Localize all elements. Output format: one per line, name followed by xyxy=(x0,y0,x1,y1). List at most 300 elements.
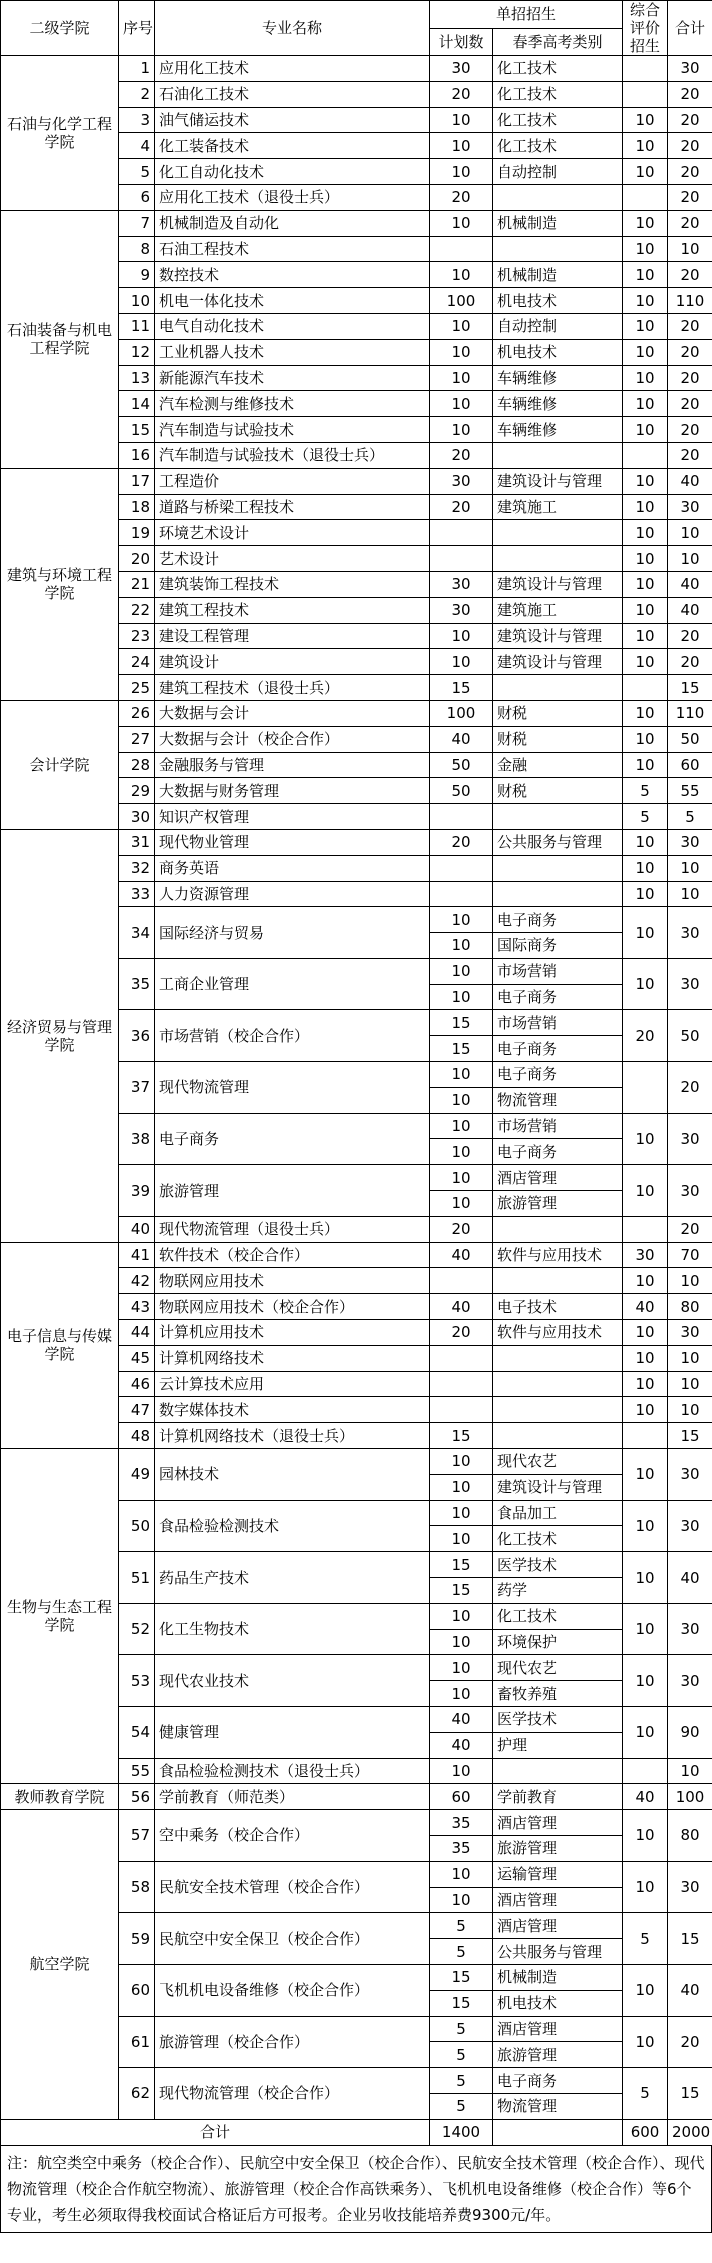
plan-count: 10 xyxy=(430,623,493,649)
exam-category: 金融 xyxy=(493,752,623,778)
major-number: 38 xyxy=(119,1113,155,1165)
plan-count: 10 xyxy=(430,1500,493,1526)
major-name: 应用化工技术（退役士兵） xyxy=(155,184,430,210)
major-number: 48 xyxy=(119,1423,155,1449)
exam-category: 化工技术 xyxy=(493,81,623,107)
major-number: 7 xyxy=(119,210,155,236)
major-name: 建筑工程技术 xyxy=(155,597,430,623)
exam-category: 化工技术 xyxy=(493,107,623,133)
major-number: 49 xyxy=(119,1449,155,1501)
major-number: 10 xyxy=(119,288,155,314)
major-number: 44 xyxy=(119,1320,155,1346)
comprehensive-count: 5 xyxy=(623,778,668,804)
comprehensive-count: 10 xyxy=(623,417,668,443)
plan-count: 15 xyxy=(430,1036,493,1062)
table-header xyxy=(1,1,712,56)
plan-count: 10 xyxy=(430,933,493,959)
exam-category: 机电技术 xyxy=(493,339,623,365)
row-total: 20 xyxy=(668,313,712,339)
plan-count: 20 xyxy=(430,829,493,855)
plan-count: 10 xyxy=(430,1087,493,1113)
exam-category xyxy=(493,804,623,830)
row-total: 20 xyxy=(668,1216,712,1242)
row-total: 10 xyxy=(668,236,712,262)
major-number: 23 xyxy=(119,623,155,649)
major-number: 19 xyxy=(119,520,155,546)
plan-count: 10 xyxy=(430,1655,493,1681)
plan-count: 10 xyxy=(430,1474,493,1500)
plan-count: 50 xyxy=(430,752,493,778)
comprehensive-count: 10 xyxy=(623,1655,668,1707)
exam-category: 电子商务 xyxy=(493,2068,623,2094)
plan-count xyxy=(430,881,493,907)
row-total: 80 xyxy=(668,1294,712,1320)
exam-category: 酒店管理 xyxy=(493,1810,623,1836)
plan-count: 10 xyxy=(430,1603,493,1629)
exam-category: 现代农艺 xyxy=(493,1655,623,1681)
total-plan: 1400 xyxy=(430,2119,493,2145)
college-name: 航空学院 xyxy=(1,1810,119,2120)
exam-category: 环境保护 xyxy=(493,1629,623,1655)
major-number: 16 xyxy=(119,442,155,468)
plan-count xyxy=(430,855,493,881)
exam-category: 建筑施工 xyxy=(493,494,623,520)
major-name: 旅游管理（校企合作） xyxy=(155,2016,430,2068)
exam-category: 酒店管理 xyxy=(493,1887,623,1913)
major-name: 云计算技术应用 xyxy=(155,1371,430,1397)
comprehensive-count: 10 xyxy=(623,520,668,546)
major-name: 旅游管理 xyxy=(155,1165,430,1217)
exam-category xyxy=(493,675,623,701)
major-name: 计算机应用技术 xyxy=(155,1320,430,1346)
comprehensive-count: 10 xyxy=(623,1371,668,1397)
major-number: 50 xyxy=(119,1500,155,1552)
exam-category: 食品加工 xyxy=(493,1500,623,1526)
row-total: 80 xyxy=(668,1810,712,1862)
row-total: 20 xyxy=(668,417,712,443)
row-total: 70 xyxy=(668,1242,712,1268)
major-name: 人力资源管理 xyxy=(155,881,430,907)
major-number: 11 xyxy=(119,313,155,339)
major-name: 环境艺术设计 xyxy=(155,520,430,546)
major-number: 22 xyxy=(119,597,155,623)
row-total: 10 xyxy=(668,520,712,546)
exam-category: 物流管理 xyxy=(493,1087,623,1113)
comprehensive-count: 5 xyxy=(623,1913,668,1965)
major-number: 13 xyxy=(119,365,155,391)
major-name: 商务英语 xyxy=(155,855,430,881)
comprehensive-count xyxy=(623,1423,668,1449)
major-name: 汽车制造与试验技术 xyxy=(155,417,430,443)
major-name: 汽车制造与试验技术（退役士兵） xyxy=(155,442,430,468)
exam-category: 化工技术 xyxy=(493,1526,623,1552)
comprehensive-count: 10 xyxy=(623,236,668,262)
major-name: 大数据与财务管理 xyxy=(155,778,430,804)
major-number: 5 xyxy=(119,159,155,185)
row-total: 30 xyxy=(668,958,712,1010)
row-total: 40 xyxy=(668,1964,712,2016)
comprehensive-count: 10 xyxy=(623,2016,668,2068)
exam-category: 公共服务与管理 xyxy=(493,1939,623,1965)
row-total: 30 xyxy=(668,1500,712,1552)
major-name: 软件技术（校企合作） xyxy=(155,1242,430,1268)
plan-count xyxy=(430,236,493,262)
major-name: 石油工程技术 xyxy=(155,236,430,262)
exam-category: 车辆维修 xyxy=(493,417,623,443)
table-row xyxy=(1,56,712,82)
major-number: 36 xyxy=(119,1010,155,1062)
exam-category: 酒店管理 xyxy=(493,1913,623,1939)
major-number: 28 xyxy=(119,752,155,778)
total-category xyxy=(493,2119,623,2145)
header-total: 合计 xyxy=(668,1,712,56)
exam-category xyxy=(493,855,623,881)
comprehensive-count: 10 xyxy=(623,365,668,391)
major-number: 26 xyxy=(119,700,155,726)
exam-category: 电子商务 xyxy=(493,1062,623,1088)
plan-count: 10 xyxy=(430,313,493,339)
plan-count: 10 xyxy=(430,1758,493,1784)
comprehensive-count: 10 xyxy=(623,829,668,855)
comprehensive-count: 10 xyxy=(623,726,668,752)
plan-count: 10 xyxy=(430,1449,493,1475)
plan-count: 10 xyxy=(430,210,493,236)
major-name: 民航空中安全保卫（校企合作） xyxy=(155,1913,430,1965)
plan-count: 10 xyxy=(430,907,493,933)
major-name: 化工装备技术 xyxy=(155,133,430,159)
college-name: 建筑与环境工程学院 xyxy=(1,468,119,700)
major-name: 食品检验检测技术（退役士兵） xyxy=(155,1758,430,1784)
major-name: 现代物流管理 xyxy=(155,1062,430,1114)
exam-category: 国际商务 xyxy=(493,933,623,959)
comprehensive-count xyxy=(623,1758,668,1784)
exam-category xyxy=(493,184,623,210)
major-number: 61 xyxy=(119,2016,155,2068)
total-row xyxy=(1,2119,712,2145)
plan-count: 20 xyxy=(430,442,493,468)
major-number: 56 xyxy=(119,1784,155,1810)
exam-category: 化工技术 xyxy=(493,133,623,159)
plan-count: 10 xyxy=(430,339,493,365)
row-total: 5 xyxy=(668,804,712,830)
row-total: 20 xyxy=(668,210,712,236)
major-name: 工业机器人技术 xyxy=(155,339,430,365)
major-number: 57 xyxy=(119,1810,155,1862)
row-total: 20 xyxy=(668,442,712,468)
comprehensive-count: 10 xyxy=(623,339,668,365)
major-number: 60 xyxy=(119,1964,155,2016)
plan-count: 15 xyxy=(430,1964,493,1990)
exam-category: 护理 xyxy=(493,1732,623,1758)
comprehensive-count: 10 xyxy=(623,597,668,623)
comprehensive-count: 10 xyxy=(623,210,668,236)
exam-category: 物流管理 xyxy=(493,2093,623,2119)
row-total: 20 xyxy=(668,81,712,107)
comprehensive-count: 20 xyxy=(623,1010,668,1062)
exam-category: 旅游管理 xyxy=(493,2042,623,2068)
major-number: 8 xyxy=(119,236,155,262)
comprehensive-count: 10 xyxy=(623,159,668,185)
table-row xyxy=(1,829,712,855)
major-number: 4 xyxy=(119,133,155,159)
major-number: 24 xyxy=(119,649,155,675)
major-name: 市场营销（校企合作） xyxy=(155,1010,430,1062)
exam-category: 化工技术 xyxy=(493,56,623,82)
exam-category: 机电技术 xyxy=(493,1990,623,2016)
plan-count: 30 xyxy=(430,56,493,82)
major-number: 39 xyxy=(119,1165,155,1217)
plan-count: 10 xyxy=(430,1062,493,1088)
plan-count: 10 xyxy=(430,1681,493,1707)
major-number: 1 xyxy=(119,56,155,82)
major-name: 道路与桥梁工程技术 xyxy=(155,494,430,520)
exam-category: 建筑设计与管理 xyxy=(493,649,623,675)
college-name: 会计学院 xyxy=(1,700,119,829)
comprehensive-count: 10 xyxy=(623,881,668,907)
exam-category: 软件与应用技术 xyxy=(493,1320,623,1346)
row-total: 30 xyxy=(668,907,712,959)
header-single: 单招招生 xyxy=(430,1,623,29)
exam-category: 电子商务 xyxy=(493,907,623,933)
row-total: 10 xyxy=(668,881,712,907)
exam-category xyxy=(493,546,623,572)
comprehensive-count: 40 xyxy=(623,1784,668,1810)
major-number: 46 xyxy=(119,1371,155,1397)
major-number: 42 xyxy=(119,1268,155,1294)
plan-count xyxy=(430,1371,493,1397)
major-name: 工程造价 xyxy=(155,468,430,494)
exam-category: 机械制造 xyxy=(493,210,623,236)
comprehensive-count xyxy=(623,675,668,701)
comprehensive-count: 10 xyxy=(623,546,668,572)
major-number: 55 xyxy=(119,1758,155,1784)
major-name: 金融服务与管理 xyxy=(155,752,430,778)
row-total: 10 xyxy=(668,1345,712,1371)
major-number: 41 xyxy=(119,1242,155,1268)
plan-count: 10 xyxy=(430,1191,493,1217)
plan-count: 20 xyxy=(430,1216,493,1242)
exam-category: 酒店管理 xyxy=(493,1165,623,1191)
college-name: 经济贸易与管理学院 xyxy=(1,829,119,1242)
major-name: 现代农业技术 xyxy=(155,1655,430,1707)
major-number: 58 xyxy=(119,1861,155,1913)
plan-count: 5 xyxy=(430,2042,493,2068)
major-number: 2 xyxy=(119,81,155,107)
row-total: 20 xyxy=(668,184,712,210)
comprehensive-count: 10 xyxy=(623,1268,668,1294)
exam-category xyxy=(493,442,623,468)
major-number: 40 xyxy=(119,1216,155,1242)
college-name: 生物与生态工程学院 xyxy=(1,1449,119,1784)
row-total: 20 xyxy=(668,133,712,159)
plan-count: 50 xyxy=(430,778,493,804)
major-name: 汽车检测与维修技术 xyxy=(155,391,430,417)
row-total: 30 xyxy=(668,1449,712,1501)
comprehensive-count: 10 xyxy=(623,1320,668,1346)
major-name: 计算机网络技术 xyxy=(155,1345,430,1371)
comprehensive-count: 10 xyxy=(623,1810,668,1862)
major-name: 物联网应用技术（校企合作） xyxy=(155,1294,430,1320)
plan-count: 10 xyxy=(430,1165,493,1191)
table-row xyxy=(1,468,712,494)
major-number: 37 xyxy=(119,1062,155,1114)
major-number: 27 xyxy=(119,726,155,752)
plan-count: 30 xyxy=(430,597,493,623)
exam-category: 建筑设计与管理 xyxy=(493,1474,623,1500)
comprehensive-count: 10 xyxy=(623,313,668,339)
exam-category: 学前教育 xyxy=(493,1784,623,1810)
plan-count: 30 xyxy=(430,571,493,597)
comprehensive-count: 10 xyxy=(623,649,668,675)
row-total: 20 xyxy=(668,649,712,675)
table-body xyxy=(1,56,712,2120)
major-name: 化工自动化技术 xyxy=(155,159,430,185)
major-name: 机械制造及自动化 xyxy=(155,210,430,236)
exam-category: 电子技术 xyxy=(493,1294,623,1320)
plan-count: 5 xyxy=(430,2093,493,2119)
comprehensive-count: 10 xyxy=(623,468,668,494)
exam-category xyxy=(493,1423,623,1449)
major-number: 35 xyxy=(119,958,155,1010)
major-number: 47 xyxy=(119,1397,155,1423)
header-no: 序号 xyxy=(119,1,155,56)
plan-count: 40 xyxy=(430,726,493,752)
table-row xyxy=(1,210,712,236)
exam-category: 电子商务 xyxy=(493,1036,623,1062)
comprehensive-count xyxy=(623,81,668,107)
exam-category xyxy=(493,1216,623,1242)
plan-count: 20 xyxy=(430,184,493,210)
major-name: 健康管理 xyxy=(155,1707,430,1759)
exam-category: 自动控制 xyxy=(493,313,623,339)
row-total: 10 xyxy=(668,855,712,881)
row-total: 30 xyxy=(668,1861,712,1913)
major-name: 大数据与会计（校企合作） xyxy=(155,726,430,752)
exam-category: 市场营销 xyxy=(493,1010,623,1036)
plan-count: 10 xyxy=(430,262,493,288)
major-name: 电气自动化技术 xyxy=(155,313,430,339)
comprehensive-count: 10 xyxy=(623,1397,668,1423)
plan-count xyxy=(430,804,493,830)
plan-count: 10 xyxy=(430,958,493,984)
exam-category: 酒店管理 xyxy=(493,2016,623,2042)
plan-count: 35 xyxy=(430,1835,493,1861)
exam-category: 建筑施工 xyxy=(493,597,623,623)
table-row xyxy=(1,1810,712,1836)
exam-category: 现代农艺 xyxy=(493,1449,623,1475)
major-name: 空中乘务（校企合作） xyxy=(155,1810,430,1862)
major-number: 54 xyxy=(119,1707,155,1759)
major-number: 30 xyxy=(119,804,155,830)
plan-count xyxy=(430,1345,493,1371)
major-number: 52 xyxy=(119,1603,155,1655)
exam-category: 畜牧养殖 xyxy=(493,1681,623,1707)
row-total: 10 xyxy=(668,1397,712,1423)
row-total: 20 xyxy=(668,391,712,417)
exam-category: 建筑设计与管理 xyxy=(493,468,623,494)
comprehensive-count: 10 xyxy=(623,107,668,133)
row-total: 20 xyxy=(668,107,712,133)
comprehensive-count xyxy=(623,442,668,468)
comprehensive-count: 10 xyxy=(623,262,668,288)
exam-category: 电子商务 xyxy=(493,1139,623,1165)
row-total: 15 xyxy=(668,675,712,701)
major-name: 建筑设计 xyxy=(155,649,430,675)
plan-count: 10 xyxy=(430,984,493,1010)
plan-count: 40 xyxy=(430,1294,493,1320)
plan-count: 100 xyxy=(430,288,493,314)
row-total: 60 xyxy=(668,752,712,778)
row-total: 30 xyxy=(668,1113,712,1165)
plan-count: 20 xyxy=(430,81,493,107)
major-name: 工商企业管理 xyxy=(155,958,430,1010)
plan-count: 10 xyxy=(430,1113,493,1139)
major-name: 食品检验检测技术 xyxy=(155,1500,430,1552)
plan-count: 10 xyxy=(430,1887,493,1913)
major-number: 33 xyxy=(119,881,155,907)
major-number: 21 xyxy=(119,571,155,597)
row-total: 15 xyxy=(668,1913,712,1965)
exam-category: 车辆维修 xyxy=(493,365,623,391)
comprehensive-count xyxy=(623,1062,668,1114)
comprehensive-count: 10 xyxy=(623,133,668,159)
row-total: 20 xyxy=(668,262,712,288)
comprehensive-count: 10 xyxy=(623,1500,668,1552)
table-row xyxy=(1,1449,712,1475)
exam-category: 财税 xyxy=(493,700,623,726)
comprehensive-count: 10 xyxy=(623,623,668,649)
row-total: 10 xyxy=(668,1371,712,1397)
major-number: 32 xyxy=(119,855,155,881)
exam-category xyxy=(493,1345,623,1371)
header-college: 二级学院 xyxy=(1,1,119,56)
plan-count: 20 xyxy=(430,1320,493,1346)
major-name: 化工生物技术 xyxy=(155,1603,430,1655)
plan-count: 10 xyxy=(430,1861,493,1887)
major-name: 数字媒体技术 xyxy=(155,1397,430,1423)
comprehensive-count: 10 xyxy=(623,1964,668,2016)
exam-category: 医学技术 xyxy=(493,1707,623,1733)
plan-count: 40 xyxy=(430,1732,493,1758)
row-total: 30 xyxy=(668,1655,712,1707)
comprehensive-count: 10 xyxy=(623,494,668,520)
exam-category: 自动控制 xyxy=(493,159,623,185)
exam-category xyxy=(493,1397,623,1423)
comprehensive-count: 10 xyxy=(623,1345,668,1371)
college-name: 教师教育学院 xyxy=(1,1784,119,1810)
comprehensive-count: 10 xyxy=(623,288,668,314)
plan-count: 40 xyxy=(430,1707,493,1733)
plan-count: 15 xyxy=(430,1578,493,1604)
exam-category xyxy=(493,881,623,907)
row-total: 30 xyxy=(668,1320,712,1346)
plan-count: 30 xyxy=(430,468,493,494)
major-name: 石油化工技术 xyxy=(155,81,430,107)
major-number: 62 xyxy=(119,2068,155,2120)
row-total: 20 xyxy=(668,339,712,365)
table-row xyxy=(1,1784,712,1810)
major-name: 飞机机电设备维修（校企合作） xyxy=(155,1964,430,2016)
exam-category: 财税 xyxy=(493,726,623,752)
row-total: 50 xyxy=(668,726,712,752)
row-total: 20 xyxy=(668,2016,712,2068)
major-name: 物联网应用技术 xyxy=(155,1268,430,1294)
row-total: 30 xyxy=(668,1165,712,1217)
major-name: 应用化工技术 xyxy=(155,56,430,82)
row-total: 40 xyxy=(668,468,712,494)
major-number: 25 xyxy=(119,675,155,701)
exam-category xyxy=(493,520,623,546)
